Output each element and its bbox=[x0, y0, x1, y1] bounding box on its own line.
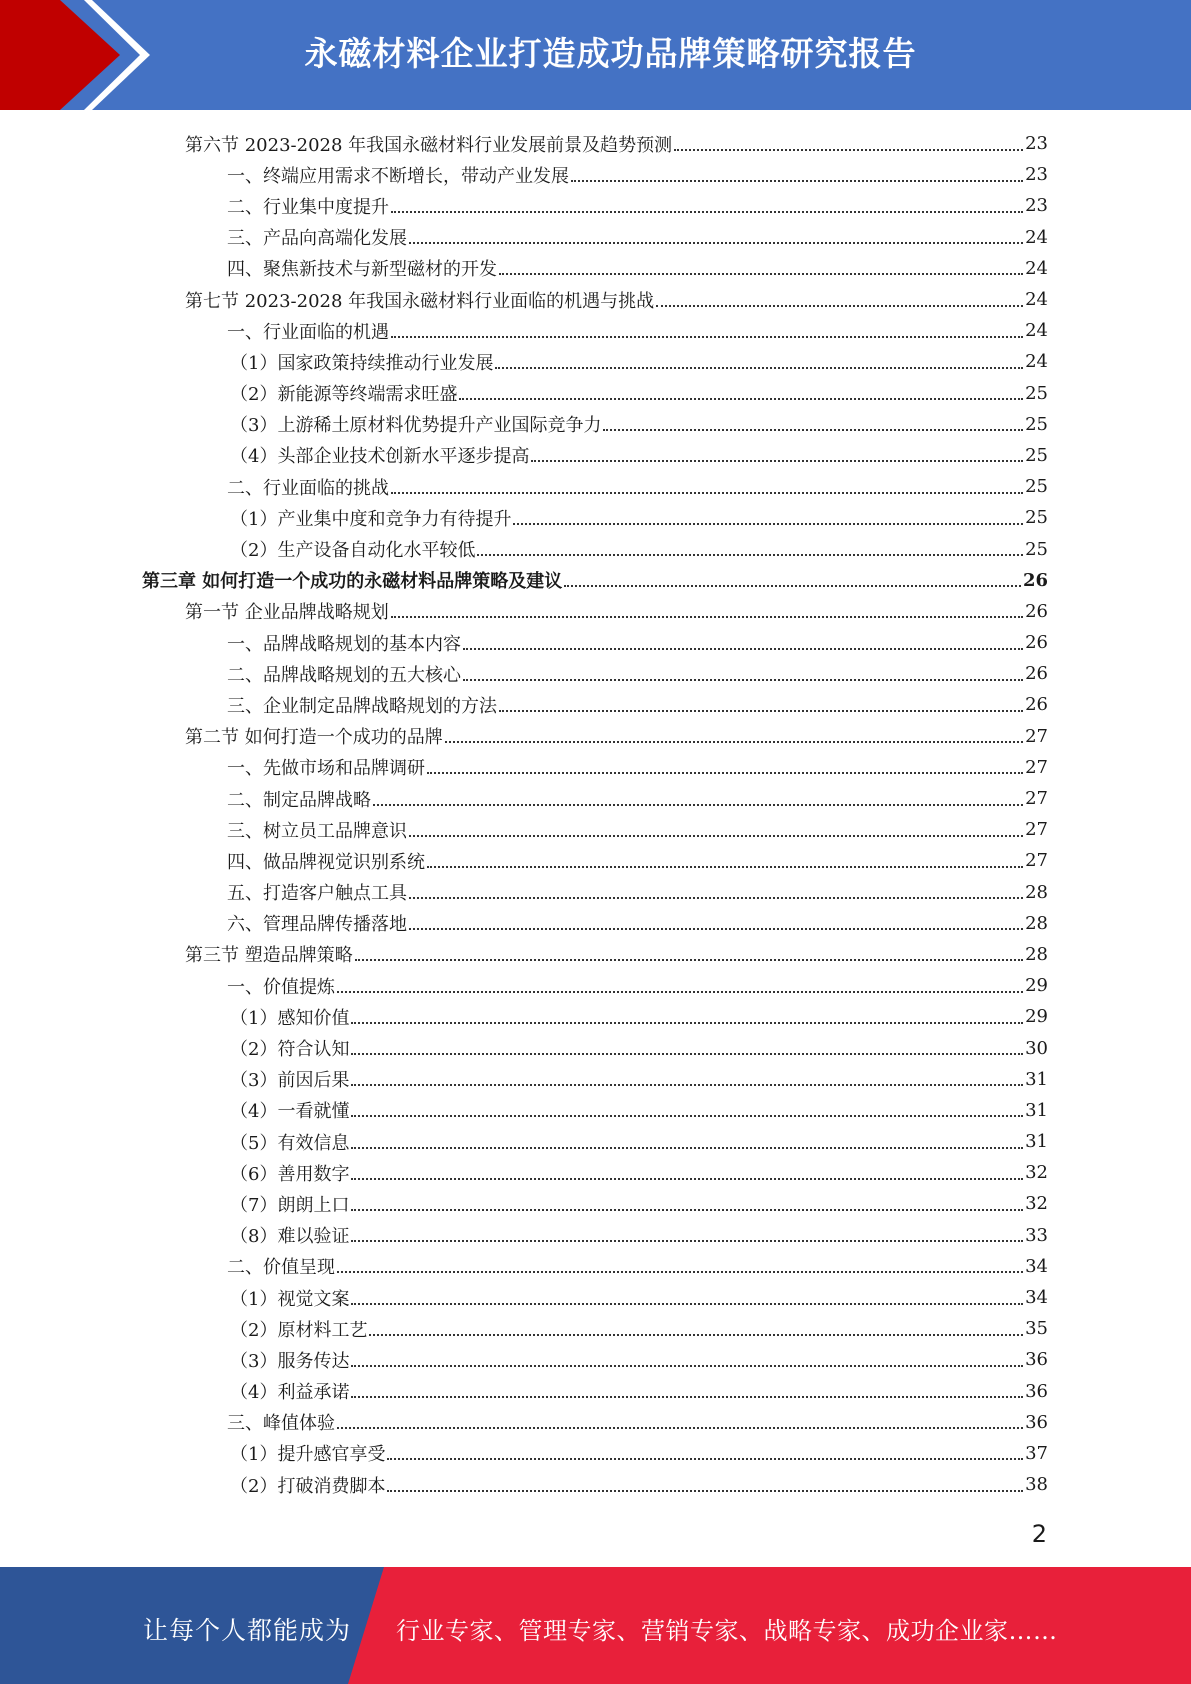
toc-entry-item[interactable] bbox=[0, 845, 1191, 876]
toc-entry-page: 31 bbox=[1025, 1068, 1048, 1090]
table-of-contents bbox=[0, 128, 1191, 1500]
toc-entry-page: 30 bbox=[1025, 1037, 1048, 1059]
toc-entry-section[interactable] bbox=[0, 939, 1191, 970]
toc-entry-item[interactable] bbox=[0, 315, 1191, 346]
toc-entry-page: 28 bbox=[1025, 881, 1048, 903]
page-number: 2 bbox=[1031, 1520, 1047, 1548]
toc-entry-sub[interactable] bbox=[0, 1438, 1191, 1469]
toc-entry-sub[interactable] bbox=[0, 502, 1191, 533]
toc-entry-item[interactable] bbox=[0, 877, 1191, 908]
toc-entry-title: （4）一看就懂 bbox=[230, 1101, 350, 1123]
toc-entry-sub[interactable] bbox=[0, 378, 1191, 409]
toc-entry-page: 23 bbox=[1025, 133, 1048, 155]
toc-entry-section[interactable] bbox=[0, 284, 1191, 315]
toc-entry-page: 31 bbox=[1025, 1131, 1048, 1153]
toc-entry-sub[interactable] bbox=[0, 1126, 1191, 1157]
toc-leader-dots bbox=[409, 897, 1023, 899]
toc-leader-dots bbox=[499, 273, 1023, 275]
toc-leader-dots bbox=[391, 616, 1023, 618]
toc-entry-page: 36 bbox=[1025, 1380, 1048, 1402]
toc-entry-title: 六、管理品牌传播落地 bbox=[227, 914, 407, 936]
toc-entry-section[interactable] bbox=[0, 128, 1191, 159]
toc-entry-page: 23 bbox=[1025, 195, 1048, 217]
toc-entry-sub[interactable] bbox=[0, 533, 1191, 564]
toc-entry-page: 31 bbox=[1025, 1099, 1048, 1121]
toc-entry-page: 27 bbox=[1025, 850, 1048, 872]
toc-entry-title: 三、企业制定品牌战略规划的方法 bbox=[227, 695, 497, 717]
toc-entry-page: 25 bbox=[1025, 413, 1048, 435]
toc-entry-title: 二、行业集中度提升 bbox=[227, 196, 389, 218]
toc-leader-dots bbox=[391, 211, 1023, 213]
toc-leader-dots bbox=[351, 1303, 1023, 1305]
toc-entry-page: 37 bbox=[1025, 1442, 1048, 1464]
toc-entry-page: 27 bbox=[1025, 725, 1048, 747]
toc-leader-dots bbox=[351, 1084, 1023, 1086]
toc-leader-dots bbox=[373, 804, 1023, 806]
toc-entry-page: 24 bbox=[1025, 351, 1048, 373]
toc-entry-item[interactable] bbox=[0, 752, 1191, 783]
toc-entry-sub[interactable] bbox=[0, 1313, 1191, 1344]
toc-leader-dots bbox=[656, 305, 1023, 307]
toc-entry-page: 33 bbox=[1025, 1224, 1048, 1246]
toc-entry-item[interactable] bbox=[0, 222, 1191, 253]
toc-leader-dots bbox=[351, 1022, 1023, 1024]
toc-entry-title: （3）上游稀土原材料优势提升产业国际竞争力 bbox=[230, 415, 602, 437]
toc-leader-dots bbox=[477, 554, 1023, 556]
toc-entry-page: 25 bbox=[1025, 476, 1048, 498]
toc-leader-dots bbox=[351, 1115, 1023, 1117]
toc-entry-page: 27 bbox=[1025, 788, 1048, 810]
toc-entry-item[interactable] bbox=[0, 814, 1191, 845]
toc-entry-item[interactable] bbox=[0, 159, 1191, 190]
toc-entry-page: 24 bbox=[1025, 257, 1048, 279]
toc-entry-page: 26 bbox=[1022, 569, 1048, 591]
toc-entry-sub[interactable] bbox=[0, 1001, 1191, 1032]
toc-leader-dots bbox=[337, 1271, 1023, 1273]
toc-leader-dots bbox=[351, 1396, 1023, 1398]
toc-entry-page: 25 bbox=[1025, 382, 1048, 404]
toc-leader-dots bbox=[351, 1178, 1023, 1180]
toc-leader-dots bbox=[463, 648, 1023, 650]
toc-entry-title: 四、聚焦新技术与新型磁材的开发 bbox=[227, 259, 497, 281]
toc-entry-title: （1）产业集中度和竞争力有待提升 bbox=[230, 508, 512, 530]
toc-entry-sub[interactable] bbox=[0, 1469, 1191, 1500]
footer-banner bbox=[0, 1567, 1191, 1684]
toc-entry-item[interactable] bbox=[0, 970, 1191, 1001]
header-banner bbox=[0, 0, 1191, 110]
toc-entry-page: 25 bbox=[1025, 444, 1048, 466]
toc-entry-page: 28 bbox=[1025, 943, 1048, 965]
toc-entry-page: 26 bbox=[1025, 663, 1048, 685]
toc-entry-page: 28 bbox=[1025, 912, 1048, 934]
toc-entry-title: （4）头部企业技术创新水平逐步提高 bbox=[230, 446, 530, 468]
toc-entry-title: 四、做品牌视觉识别系统 bbox=[227, 851, 425, 873]
toc-entry-page: 29 bbox=[1025, 1006, 1048, 1028]
toc-entry-page: 26 bbox=[1025, 600, 1048, 622]
toc-entry-title: 五、打造客户触点工具 bbox=[227, 883, 407, 905]
toc-entry-title: 第六节 2023-2028 年我国永磁材料行业发展前景及趋势预测 bbox=[185, 134, 673, 156]
toc-leader-dots bbox=[571, 180, 1023, 182]
toc-leader-dots bbox=[369, 1334, 1023, 1336]
report-title: 永磁材料企业打造成功品牌策略研究报告 bbox=[304, 34, 917, 73]
toc-entry-item[interactable] bbox=[0, 253, 1191, 284]
toc-entry-page: 34 bbox=[1025, 1255, 1048, 1277]
toc-leader-dots bbox=[351, 1147, 1023, 1149]
toc-entry-section[interactable] bbox=[0, 596, 1191, 627]
toc-entry-title: （2）打破消费脚本 bbox=[230, 1475, 386, 1497]
toc-entry-sub[interactable] bbox=[0, 1188, 1191, 1219]
toc-leader-dots bbox=[463, 679, 1023, 681]
toc-entry-item[interactable] bbox=[0, 1407, 1191, 1438]
toc-entry-title: （5）有效信息 bbox=[230, 1132, 350, 1154]
toc-entry-title: （7）朗朗上口 bbox=[230, 1194, 350, 1216]
toc-entry-page: 27 bbox=[1025, 756, 1048, 778]
toc-entry-title: （3）服务传达 bbox=[230, 1350, 350, 1372]
toc-entry-title: 第二节 如何打造一个成功的品牌 bbox=[185, 727, 443, 749]
toc-entry-sub[interactable] bbox=[0, 1344, 1191, 1375]
toc-entry-title: 三、树立员工品牌意识 bbox=[227, 820, 407, 842]
toc-entry-page: 36 bbox=[1025, 1411, 1048, 1433]
toc-entry-title: 第七节 2023-2028 年我国永磁材料行业面临的机遇与挑战 bbox=[185, 290, 655, 312]
toc-entry-title: （4）利益承诺 bbox=[230, 1382, 350, 1404]
toc-entry-page: 29 bbox=[1025, 975, 1048, 997]
toc-entry-title: （2）生产设备自动化水平较低 bbox=[230, 540, 476, 562]
toc-entry-title: （1）提升感官享受 bbox=[230, 1444, 386, 1466]
toc-entry-sub[interactable] bbox=[0, 1220, 1191, 1251]
toc-entry-page: 26 bbox=[1025, 694, 1048, 716]
toc-entry-title: 一、先做市场和品牌调研 bbox=[227, 758, 425, 780]
toc-entry-item[interactable] bbox=[0, 908, 1191, 939]
toc-entry-sub[interactable] bbox=[0, 440, 1191, 471]
toc-entry-page: 24 bbox=[1025, 289, 1048, 311]
toc-entry-sub[interactable] bbox=[0, 1376, 1191, 1407]
toc-leader-dots bbox=[495, 367, 1023, 369]
toc-entry-title: 三、峰值体验 bbox=[227, 1413, 335, 1435]
toc-leader-dots bbox=[531, 460, 1023, 462]
toc-leader-dots bbox=[427, 866, 1023, 868]
toc-entry-title: 第三节 塑造品牌策略 bbox=[185, 945, 353, 967]
toc-leader-dots bbox=[337, 991, 1023, 993]
toc-entry-sub[interactable] bbox=[0, 346, 1191, 377]
toc-entry-title: 一、行业面临的机遇 bbox=[227, 321, 389, 343]
toc-leader-dots bbox=[499, 710, 1023, 712]
toc-leader-dots bbox=[351, 1053, 1023, 1055]
toc-leader-dots bbox=[355, 959, 1023, 961]
toc-leader-dots bbox=[513, 523, 1023, 525]
toc-entry-title: （3）前因后果 bbox=[230, 1070, 350, 1092]
toc-entry-page: 23 bbox=[1025, 164, 1048, 186]
toc-entry-title: 一、品牌战略规划的基本内容 bbox=[227, 633, 461, 655]
toc-entry-page: 34 bbox=[1025, 1287, 1048, 1309]
toc-entry-chapter[interactable] bbox=[0, 565, 1191, 596]
toc-leader-dots bbox=[391, 336, 1023, 338]
toc-entry-page: 25 bbox=[1025, 538, 1048, 560]
toc-leader-dots bbox=[427, 772, 1023, 774]
toc-entry-title: （2）符合认知 bbox=[230, 1039, 350, 1061]
toc-entry-item[interactable] bbox=[0, 1251, 1191, 1282]
toc-entry-title: （2）原材料工艺 bbox=[230, 1319, 368, 1341]
footer-slogan-left: 让每个人都能成为 bbox=[143, 1616, 352, 1645]
toc-entry-page: 26 bbox=[1025, 632, 1048, 654]
toc-entry-title: 一、终端应用需求不断增长，带动产业发展 bbox=[227, 165, 569, 187]
toc-entry-title: （2）新能源等终端需求旺盛 bbox=[230, 384, 458, 406]
toc-entry-title: 第三章 如何打造一个成功的永磁材料品牌策略及建议 bbox=[142, 571, 563, 593]
toc-leader-dots bbox=[351, 1209, 1023, 1211]
toc-entry-item[interactable] bbox=[0, 471, 1191, 502]
toc-leader-dots bbox=[391, 492, 1023, 494]
toc-entry-page: 32 bbox=[1025, 1193, 1048, 1215]
toc-entry-page: 27 bbox=[1025, 819, 1048, 841]
toc-entry-title: （1）视觉文案 bbox=[230, 1288, 350, 1310]
toc-entry-sub[interactable] bbox=[0, 1032, 1191, 1063]
toc-entry-title: （1）感知价值 bbox=[230, 1007, 350, 1029]
toc-entry-item[interactable] bbox=[0, 689, 1191, 720]
toc-entry-sub[interactable] bbox=[0, 409, 1191, 440]
toc-leader-dots bbox=[337, 1427, 1023, 1429]
toc-entry-title: 第一节 企业品牌战略规划 bbox=[185, 602, 389, 624]
toc-leader-dots bbox=[564, 585, 1021, 587]
toc-leader-dots bbox=[409, 835, 1023, 837]
toc-entry-page: 35 bbox=[1025, 1318, 1048, 1340]
toc-entry-title: 二、价值呈现 bbox=[227, 1257, 335, 1279]
toc-entry-sub[interactable] bbox=[0, 1064, 1191, 1095]
toc-entry-sub[interactable] bbox=[0, 1282, 1191, 1313]
toc-leader-dots bbox=[445, 741, 1023, 743]
toc-entry-title: 一、价值提炼 bbox=[227, 976, 335, 998]
toc-leader-dots bbox=[409, 242, 1023, 244]
toc-entry-item[interactable] bbox=[0, 658, 1191, 689]
toc-entry-item[interactable] bbox=[0, 783, 1191, 814]
toc-entry-sub[interactable] bbox=[0, 1095, 1191, 1126]
toc-entry-title: 三、产品向高端化发展 bbox=[227, 228, 407, 250]
footer-slogan-right: 行业专家、管理专家、营销专家、战略专家、成功企业家…… bbox=[396, 1617, 1058, 1645]
toc-entry-title: 二、制定品牌战略 bbox=[227, 789, 371, 811]
toc-entry-page: 38 bbox=[1025, 1474, 1048, 1496]
toc-entry-sub[interactable] bbox=[0, 1157, 1191, 1188]
toc-leader-dots bbox=[387, 1458, 1023, 1460]
toc-leader-dots bbox=[351, 1240, 1023, 1242]
toc-leader-dots bbox=[603, 429, 1023, 431]
toc-entry-item[interactable] bbox=[0, 190, 1191, 221]
toc-leader-dots bbox=[459, 398, 1023, 400]
toc-leader-dots bbox=[387, 1490, 1023, 1492]
toc-leader-dots bbox=[674, 149, 1023, 151]
toc-entry-page: 24 bbox=[1025, 226, 1048, 248]
toc-entry-title: 二、品牌战略规划的五大核心 bbox=[227, 664, 461, 686]
toc-entry-title: （1）国家政策持续推动行业发展 bbox=[230, 352, 494, 374]
toc-entry-page: 32 bbox=[1025, 1162, 1048, 1184]
toc-entry-section[interactable] bbox=[0, 721, 1191, 752]
toc-entry-title: （6）善用数字 bbox=[230, 1163, 350, 1185]
toc-entry-page: 36 bbox=[1025, 1349, 1048, 1371]
toc-entry-title: （8）难以验证 bbox=[230, 1226, 350, 1248]
toc-leader-dots bbox=[351, 1365, 1023, 1367]
toc-entry-page: 25 bbox=[1025, 507, 1048, 529]
toc-entry-page: 24 bbox=[1025, 320, 1048, 342]
toc-leader-dots bbox=[409, 928, 1023, 930]
toc-entry-item[interactable] bbox=[0, 627, 1191, 658]
toc-entry-title: 二、行业面临的挑战 bbox=[227, 477, 389, 499]
